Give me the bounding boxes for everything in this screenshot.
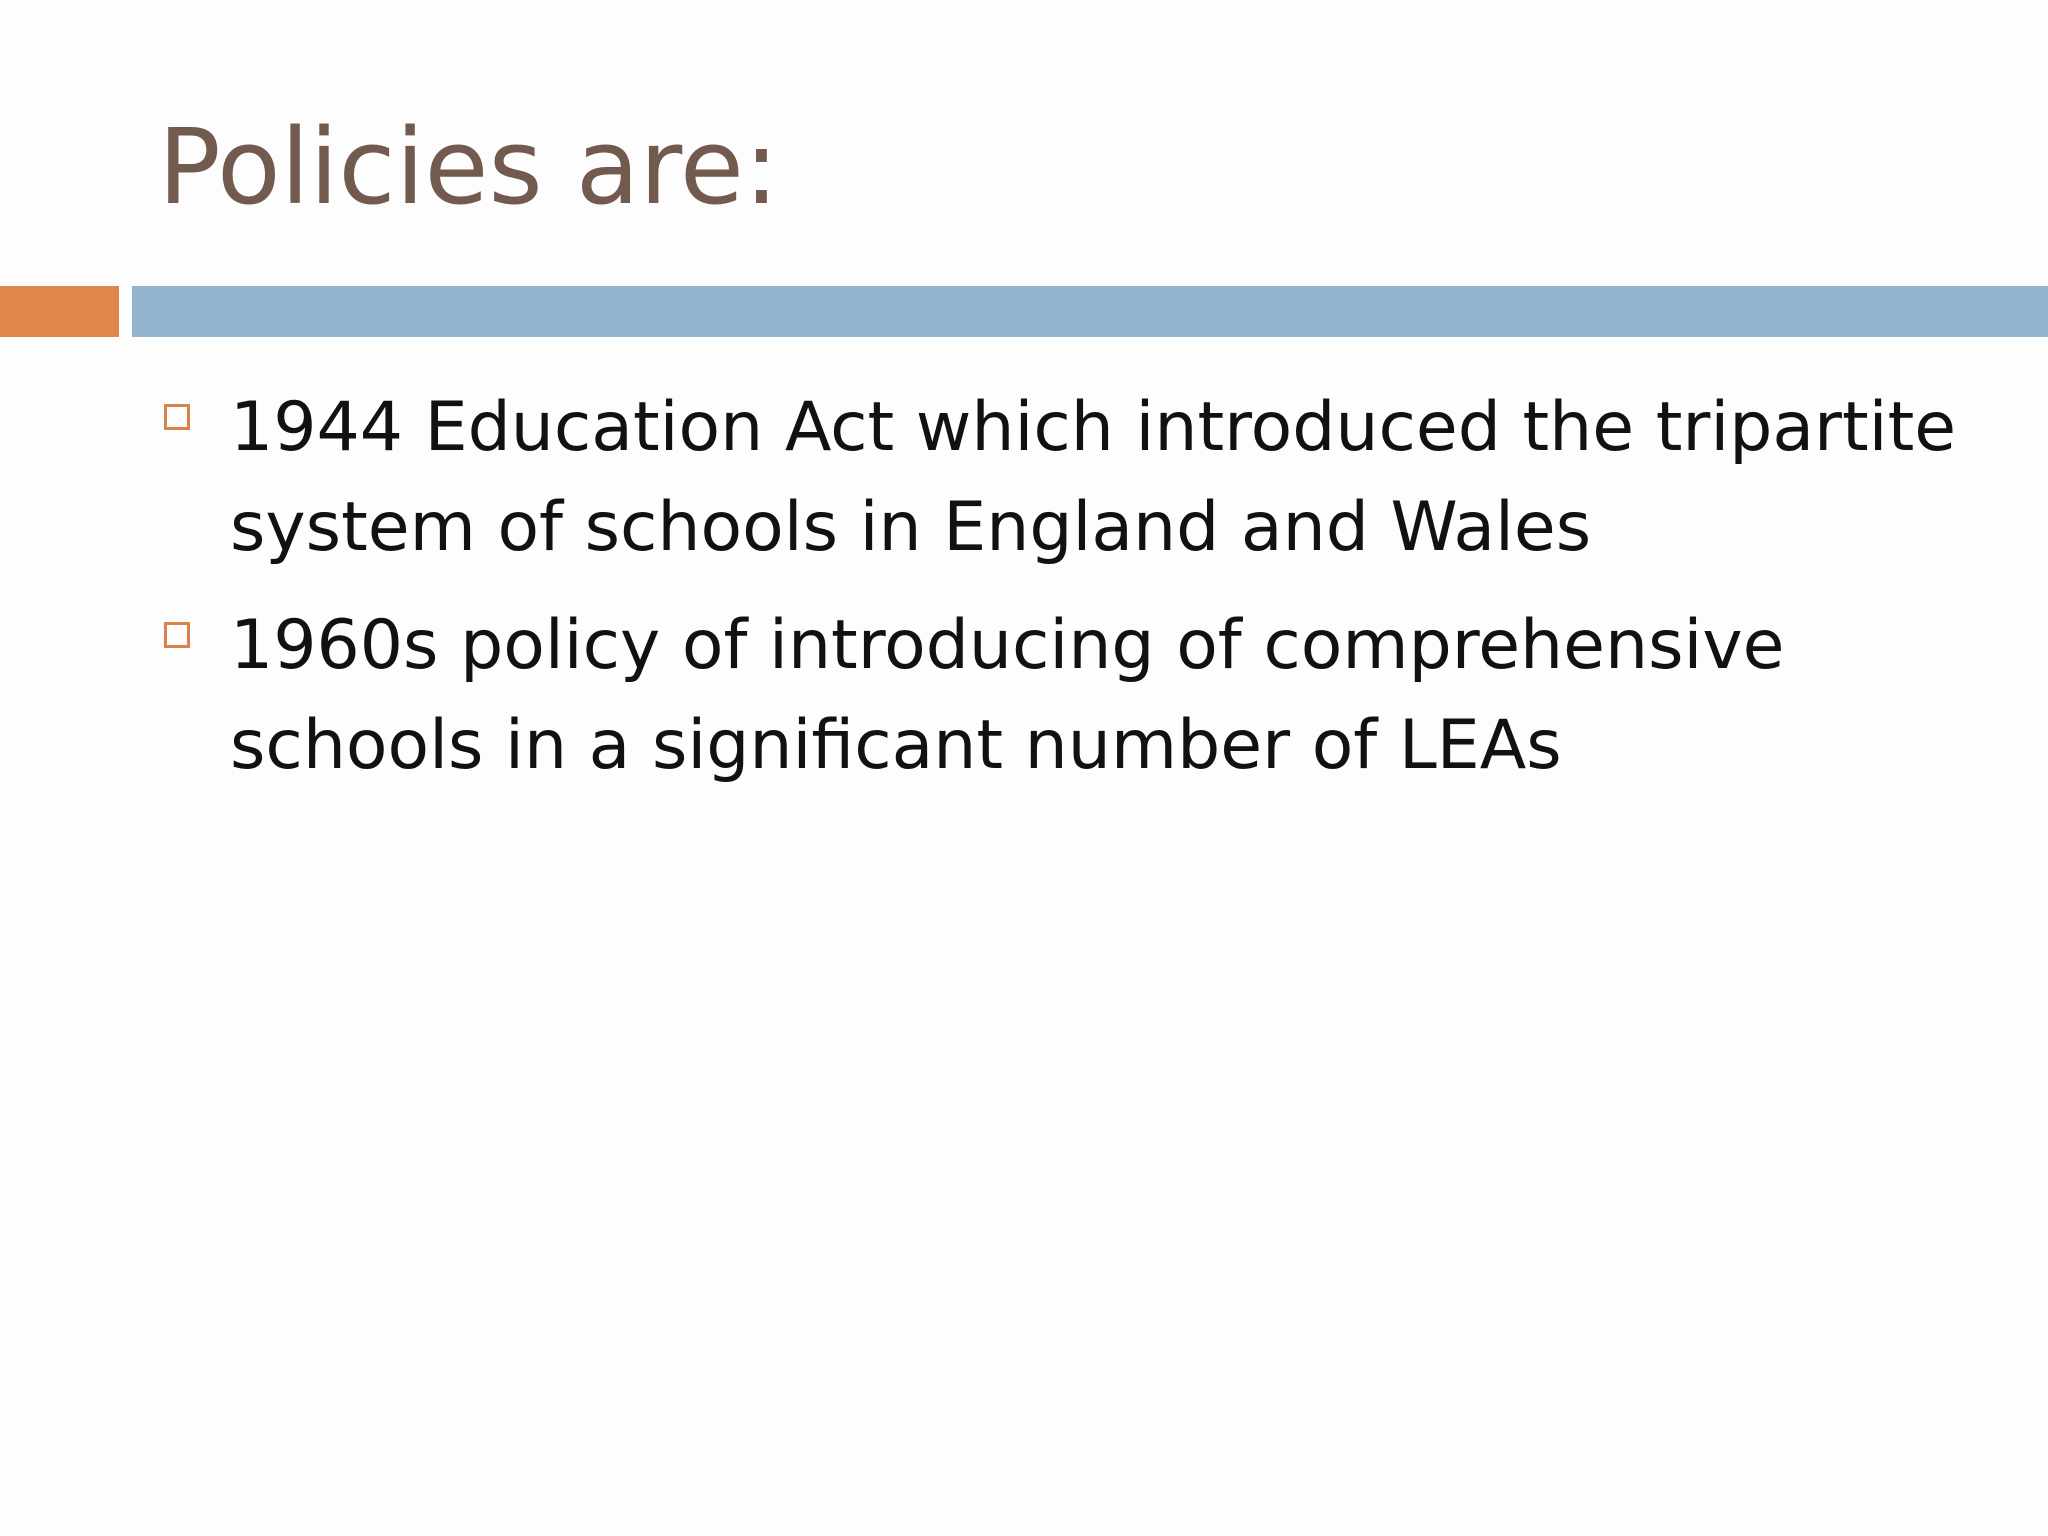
slide-title: Policies are:	[158, 106, 779, 228]
hollow-square-icon	[164, 404, 190, 430]
bullet-item	[160, 378, 1980, 578]
bullet-item	[160, 596, 1980, 796]
title-divider-bar	[132, 286, 2048, 337]
bullet-text: 1944 Education Act which introduced the tripartite system of schools in England and Wales	[230, 388, 1957, 567]
hollow-square-icon	[164, 622, 190, 648]
bullet-text: 1960s policy of introducing of comprehensive schools in a significant number of LEAs	[230, 606, 1785, 785]
title-accent-bar	[0, 286, 119, 337]
bullet-list	[160, 378, 1980, 814]
